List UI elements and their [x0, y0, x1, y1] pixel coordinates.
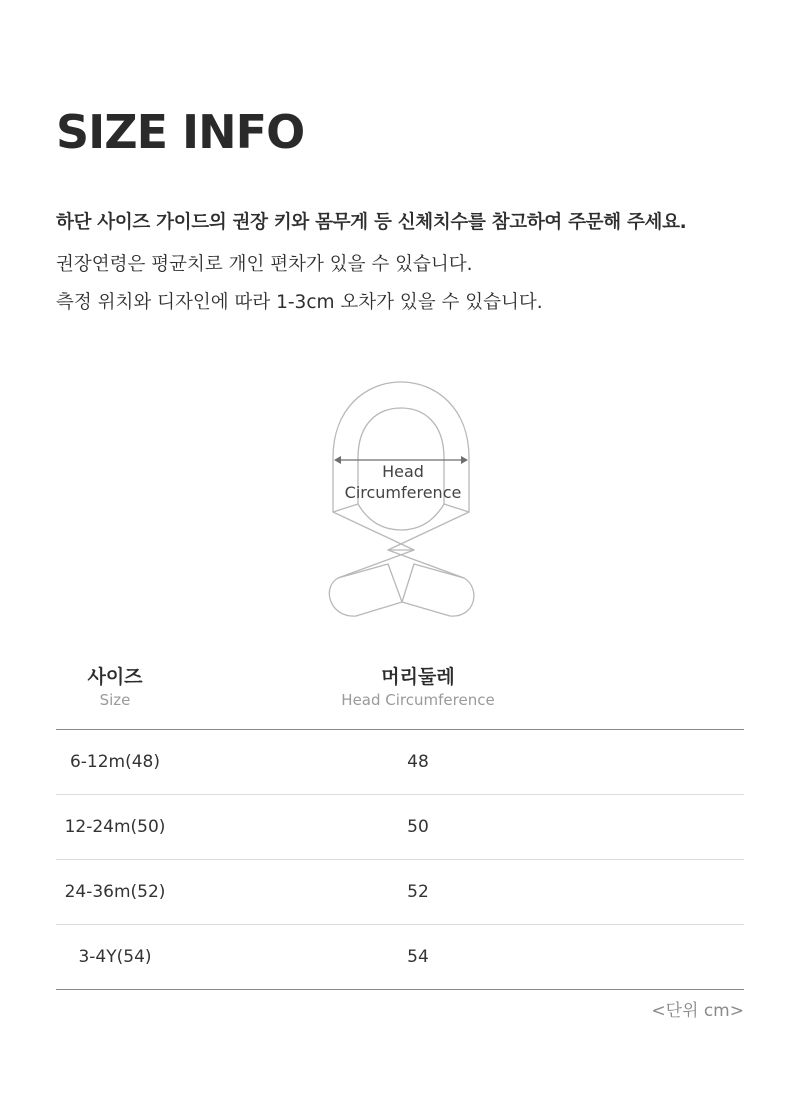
- header-head-en: Head Circumference: [341, 691, 495, 709]
- head-cell: 48: [407, 752, 429, 772]
- table-row: [56, 730, 744, 795]
- description-line-3: 측정 위치와 디자인에 따라 1-3cm 오차가 있을 수 있습니다.: [56, 292, 543, 313]
- size-cell: 3-4Y(54): [78, 947, 152, 967]
- header-head-ko: 머리둘레: [381, 666, 455, 688]
- size-table: [56, 729, 744, 990]
- page-title: SIZE INFO: [56, 105, 305, 159]
- description-line-2: 권장연령은 평균치로 개인 편차가 있을 수 있습니다.: [56, 254, 473, 275]
- header-size-en: Size: [99, 691, 131, 709]
- unit-note: <단위 cm>: [651, 1001, 744, 1021]
- size-cell: 6-12m(48): [69, 752, 161, 772]
- size-cell: 12-24m(50): [64, 817, 166, 837]
- size-cell: 24-36m(52): [64, 882, 166, 902]
- illustration-label-circumference: Circumference: [344, 483, 462, 502]
- head-cell: 54: [407, 947, 429, 967]
- illustration-label-head: Head: [382, 462, 424, 481]
- table-row: [56, 860, 744, 925]
- table-row: [56, 925, 744, 990]
- header-size-ko: 사이즈: [87, 666, 143, 688]
- table-row: [56, 795, 744, 860]
- head-cell: 50: [407, 817, 429, 837]
- head-cell: 52: [407, 882, 429, 902]
- description-line-1: 하단 사이즈 가이드의 권장 키와 몸무게 등 신체치수를 참고하여 주문해 주세요.: [56, 212, 687, 233]
